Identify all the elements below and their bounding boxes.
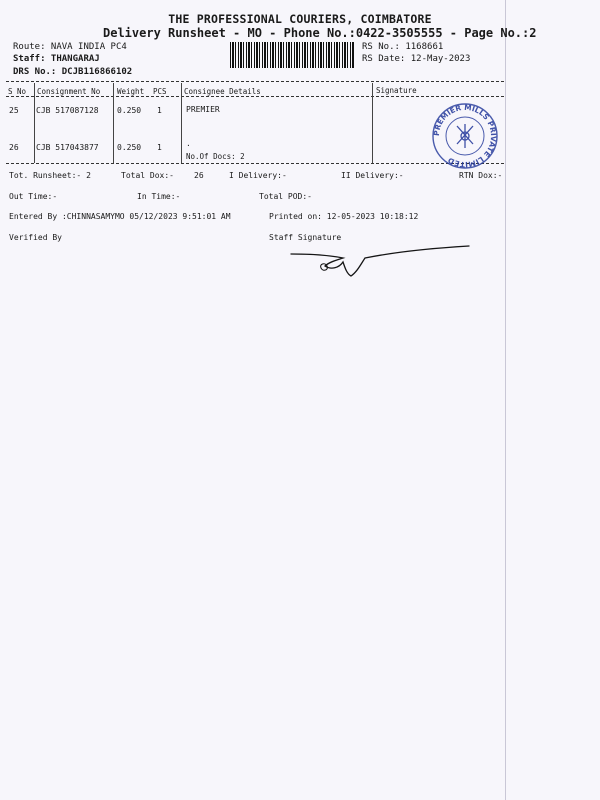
runsheet-subtitle: Delivery Runsheet - MO - Phone No.:0422-3505555 - Page No.:2 [103, 26, 537, 40]
staff-signature-label: Staff Signature [269, 233, 342, 242]
col-header-consignment: Consignment No [37, 87, 101, 96]
svg-text:PREMIER MILLS PRIVATE LIMITED: PREMIER MILLS PRIVATE LIMITED [431, 102, 499, 170]
rtn-dox-label: RTN Dox:- [459, 171, 503, 180]
col-header-weight: Weight [117, 87, 145, 96]
rs-date: RS Date: 12-May-2023 [362, 54, 471, 64]
verified-by-label: Verified By [9, 233, 62, 242]
total-pod-label: Total POD:- [259, 192, 312, 201]
column-divider [34, 83, 35, 163]
row-consignment: CJB 517043877 [36, 143, 99, 152]
row-doc-count: No.Of Docs: 2 [186, 152, 245, 161]
company-title: THE PROFESSIONAL COURIERS, COIMBATORE [168, 12, 432, 26]
i-delivery-label: I Delivery:- [229, 171, 287, 180]
ii-delivery-label: II Delivery:- [341, 171, 404, 180]
row-weight: 0.250 [117, 106, 142, 115]
total-dox-label: Total Dox:- [121, 171, 174, 180]
drs-number: DRS No.: DCJB116866102 [13, 67, 133, 77]
rs-number: RS No.: 1168661 [362, 42, 444, 52]
col-header-consignee: Consignee Details [184, 87, 261, 96]
column-divider [372, 83, 373, 163]
row-sno: 25 [9, 106, 19, 115]
col-header-pcs: PCS [153, 87, 167, 96]
handwritten-signature [285, 232, 475, 280]
company-seal-stamp [427, 102, 503, 170]
printed-on: Printed on: 12-05-2023 10:18:12 [269, 212, 419, 221]
route-label: Route: NAVA INDIA PC4 [13, 42, 127, 52]
row-weight: 0.250 [117, 143, 142, 152]
row-sno: 26 [9, 143, 19, 152]
row-pcs: 1 [157, 106, 162, 115]
barcode [230, 42, 355, 68]
out-time-label: Out Time:- [9, 192, 58, 201]
staff-label: Staff: THANGARAJ [13, 54, 100, 64]
in-time-label: In Time:- [137, 192, 181, 201]
table-top-rule [6, 81, 504, 82]
total-dox-value: 26 [194, 171, 204, 180]
page-edge-line [505, 0, 506, 800]
row-consignee: . [186, 139, 191, 148]
table-header-rule [6, 96, 504, 97]
total-runsheet: Tot. Runsheet:- 2 [9, 171, 91, 180]
column-divider [113, 83, 114, 163]
row-pcs: 1 [157, 143, 162, 152]
row-consignee: PREMIER [186, 105, 220, 114]
col-header-signature: Signature [376, 86, 417, 95]
col-header-sno: S No [8, 87, 27, 96]
row-consignment: CJB 517087128 [36, 106, 99, 115]
entered-by: Entered By :CHINNASAMYMO 05/12/2023 9:51:01 AM [9, 212, 231, 221]
column-divider [181, 83, 182, 163]
